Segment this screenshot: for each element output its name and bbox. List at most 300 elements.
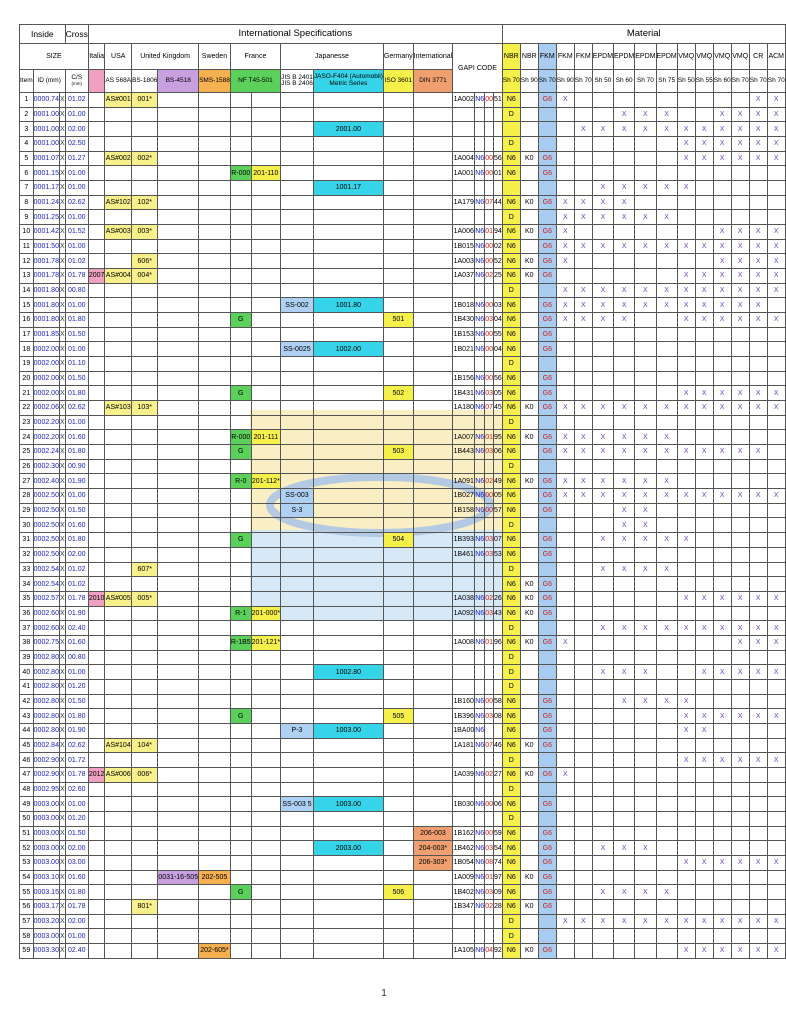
table-cell xyxy=(677,797,695,812)
table-cell xyxy=(749,797,767,812)
table-cell xyxy=(767,547,785,562)
table-cell xyxy=(105,826,132,841)
table-cell xyxy=(281,518,314,533)
table-cell: X xyxy=(767,635,785,650)
table-cell xyxy=(158,151,199,166)
table-cell xyxy=(383,151,413,166)
table-cell xyxy=(88,723,105,738)
table-cell xyxy=(695,195,713,210)
table-cell xyxy=(105,327,132,342)
table-cell xyxy=(132,943,158,958)
table-cell xyxy=(281,650,314,665)
table-cell xyxy=(494,415,503,430)
table-cell: X xyxy=(59,298,65,313)
table-cell xyxy=(556,738,574,753)
table-cell xyxy=(251,914,280,929)
table-row xyxy=(20,679,786,694)
table-cell xyxy=(614,811,635,826)
table-cell: G6 xyxy=(538,430,556,445)
table-cell xyxy=(494,723,503,738)
table-cell: N6 xyxy=(475,430,485,445)
table-cell xyxy=(281,195,314,210)
table-cell xyxy=(230,107,251,122)
table-cell xyxy=(413,313,453,328)
table-cell: N6 xyxy=(502,709,520,724)
table-cell xyxy=(520,929,538,944)
table-cell xyxy=(713,577,731,592)
table-cell: X xyxy=(731,621,749,636)
table-cell: G6 xyxy=(538,298,556,313)
table-cell xyxy=(731,650,749,665)
table-cell xyxy=(677,841,695,856)
table-row xyxy=(20,283,786,298)
table-cell xyxy=(656,841,677,856)
table-cell xyxy=(199,826,231,841)
table-cell xyxy=(635,826,656,841)
table-cell xyxy=(383,181,413,196)
table-cell xyxy=(230,811,251,826)
table-cell xyxy=(453,650,475,665)
table-cell xyxy=(413,885,453,900)
table-cell: 01.90 xyxy=(65,723,88,738)
table-cell xyxy=(677,93,695,108)
table-cell xyxy=(520,650,538,665)
table-cell: X xyxy=(656,239,677,254)
table-cell xyxy=(592,254,613,269)
table-cell: 201-000* xyxy=(251,606,280,621)
table-cell xyxy=(556,929,574,944)
table-cell xyxy=(199,342,231,357)
table-cell: X xyxy=(614,401,635,416)
table-cell: 0001.15 xyxy=(33,166,59,181)
table-cell: G6 xyxy=(538,166,556,181)
table-cell: N6 xyxy=(502,225,520,240)
table-cell xyxy=(132,137,158,152)
table-cell xyxy=(383,371,413,386)
table-cell xyxy=(556,547,574,562)
table-cell xyxy=(635,269,656,284)
table-cell xyxy=(677,225,695,240)
table-cell: 0002.60 xyxy=(33,621,59,636)
table-cell xyxy=(656,518,677,533)
table-cell xyxy=(158,137,199,152)
table-cell xyxy=(749,415,767,430)
table-cell xyxy=(313,914,383,929)
table-cell: 4 xyxy=(20,137,34,152)
table-cell xyxy=(281,269,314,284)
table-cell: 23 xyxy=(20,415,34,430)
table-cell: G6 xyxy=(538,943,556,958)
table-cell xyxy=(88,518,105,533)
header-material: Material xyxy=(502,25,785,44)
table-cell xyxy=(413,709,453,724)
table-cell: X xyxy=(574,298,592,313)
table-cell xyxy=(199,753,231,768)
table-cell xyxy=(520,562,538,577)
page-number: 1 xyxy=(381,988,387,999)
table-cell xyxy=(656,679,677,694)
table-cell: X xyxy=(574,401,592,416)
table-cell xyxy=(132,694,158,709)
table-cell xyxy=(199,181,231,196)
table-cell xyxy=(677,738,695,753)
table-cell xyxy=(105,621,132,636)
table-cell xyxy=(731,503,749,518)
table-row xyxy=(20,415,786,430)
table-cell xyxy=(485,283,494,298)
table-cell xyxy=(230,738,251,753)
table-cell: X xyxy=(614,914,635,929)
table-cell: N6 xyxy=(475,709,485,724)
table-cell: N6 xyxy=(502,855,520,870)
table-cell xyxy=(453,415,475,430)
table-cell xyxy=(158,841,199,856)
table-cell: N6 xyxy=(502,430,520,445)
table-cell: 0002.20 xyxy=(33,430,59,445)
table-cell: 01.50 xyxy=(65,826,88,841)
table-cell: 03 xyxy=(485,841,494,856)
table-cell xyxy=(556,723,574,738)
table-cell: X xyxy=(677,298,695,313)
table-cell: X xyxy=(59,929,65,944)
table-cell: N6 xyxy=(475,606,485,621)
table-cell xyxy=(158,767,199,782)
table-cell: 02.00 xyxy=(65,122,88,137)
table-cell xyxy=(520,503,538,518)
table-cell: 19 xyxy=(20,357,34,372)
table-cell xyxy=(383,753,413,768)
table-cell xyxy=(749,327,767,342)
table-cell xyxy=(281,899,314,914)
table-cell: 1 xyxy=(20,93,34,108)
table-cell xyxy=(199,269,231,284)
table-cell: 00 xyxy=(485,694,494,709)
table-cell xyxy=(383,782,413,797)
table-cell xyxy=(695,562,713,577)
table-cell: 27 xyxy=(494,767,503,782)
table-cell xyxy=(475,137,485,152)
table-cell: X xyxy=(592,239,613,254)
table-cell xyxy=(574,885,592,900)
table-cell: 00 xyxy=(485,797,494,812)
table-cell xyxy=(614,151,635,166)
table-cell: 00 xyxy=(485,254,494,269)
table-cell xyxy=(614,459,635,474)
table-cell xyxy=(251,665,280,680)
table-cell xyxy=(251,694,280,709)
table-cell: X xyxy=(656,298,677,313)
table-cell xyxy=(656,386,677,401)
table-cell: 505 xyxy=(383,709,413,724)
table-cell xyxy=(158,899,199,914)
table-cell: X xyxy=(59,357,65,372)
table-cell: X xyxy=(749,489,767,504)
table-cell xyxy=(520,621,538,636)
table-cell xyxy=(413,562,453,577)
table-cell: K0 xyxy=(520,591,538,606)
table-cell: 01.00 xyxy=(65,489,88,504)
table-cell: X xyxy=(767,254,785,269)
table-cell xyxy=(556,415,574,430)
table-cell xyxy=(413,929,453,944)
table-cell: X xyxy=(635,694,656,709)
table-cell: 43 xyxy=(20,709,34,724)
table-cell xyxy=(313,885,383,900)
table-cell: 97 xyxy=(494,870,503,885)
table-cell: 0001.78 xyxy=(33,254,59,269)
table-cell xyxy=(635,723,656,738)
table-cell xyxy=(132,870,158,885)
table-cell xyxy=(475,679,485,694)
table-cell xyxy=(453,914,475,929)
table-cell xyxy=(749,357,767,372)
table-cell: G6 xyxy=(538,709,556,724)
table-cell xyxy=(313,239,383,254)
table-cell xyxy=(713,562,731,577)
table-cell: X xyxy=(59,650,65,665)
table-cell xyxy=(383,723,413,738)
table-cell xyxy=(383,459,413,474)
table-cell xyxy=(88,137,105,152)
table-cell: X xyxy=(59,151,65,166)
table-cell: X xyxy=(677,723,695,738)
table-cell: G6 xyxy=(538,401,556,416)
table-cell: N6 xyxy=(475,723,485,738)
table-cell xyxy=(105,489,132,504)
table-cell: X xyxy=(677,489,695,504)
table-cell: 51 xyxy=(20,826,34,841)
table-cell xyxy=(656,547,677,562)
table-cell xyxy=(592,225,613,240)
table-cell xyxy=(538,107,556,122)
table-cell xyxy=(592,386,613,401)
table-cell xyxy=(105,298,132,313)
table-cell xyxy=(281,357,314,372)
table-cell: G xyxy=(230,445,251,460)
table-cell: X xyxy=(731,283,749,298)
table-cell: X xyxy=(592,283,613,298)
table-cell xyxy=(656,327,677,342)
table-cell xyxy=(313,93,383,108)
table-cell xyxy=(199,386,231,401)
table-cell xyxy=(158,181,199,196)
table-cell: N6 xyxy=(475,855,485,870)
table-cell: X xyxy=(614,210,635,225)
table-cell: G xyxy=(230,533,251,548)
header-mat-10: VMQ xyxy=(695,44,713,70)
table-cell xyxy=(230,782,251,797)
header-hard-14: Sh 70 xyxy=(767,70,785,93)
table-cell xyxy=(475,782,485,797)
table-cell xyxy=(695,210,713,225)
table-cell: X xyxy=(767,225,785,240)
table-cell xyxy=(592,679,613,694)
table-cell: X xyxy=(635,239,656,254)
table-cell xyxy=(281,313,314,328)
table-cell xyxy=(574,709,592,724)
table-cell: 1B153 xyxy=(453,327,475,342)
table-cell xyxy=(413,723,453,738)
table-cell xyxy=(251,151,280,166)
table-cell: 0001.00 xyxy=(33,137,59,152)
table-cell xyxy=(592,899,613,914)
table-cell: X xyxy=(749,855,767,870)
table-cell: AS#003 xyxy=(105,225,132,240)
table-cell: 0002.80 xyxy=(33,723,59,738)
table-cell xyxy=(199,327,231,342)
table-cell xyxy=(105,650,132,665)
table-cell: X xyxy=(556,445,574,460)
table-cell xyxy=(88,562,105,577)
table-cell xyxy=(592,782,613,797)
table-cell xyxy=(494,577,503,592)
table-cell xyxy=(105,709,132,724)
table-cell: 01.00 xyxy=(65,298,88,313)
table-cell xyxy=(767,797,785,812)
table-cell: D xyxy=(502,283,520,298)
table-cell xyxy=(132,650,158,665)
table-cell xyxy=(105,137,132,152)
table-cell: 2003.00 xyxy=(313,841,383,856)
table-cell xyxy=(88,943,105,958)
table-cell xyxy=(413,635,453,650)
table-cell xyxy=(538,811,556,826)
table-cell xyxy=(251,797,280,812)
table-cell: N6 xyxy=(475,474,485,489)
table-cell: X xyxy=(635,885,656,900)
table-cell xyxy=(313,166,383,181)
table-cell: X xyxy=(713,151,731,166)
table-cell xyxy=(281,239,314,254)
table-cell xyxy=(656,606,677,621)
table-cell xyxy=(520,313,538,328)
table-cell: X xyxy=(767,709,785,724)
table-cell: 00.80 xyxy=(65,650,88,665)
table-cell: X xyxy=(749,943,767,958)
table-cell: 49 xyxy=(494,474,503,489)
table-cell xyxy=(158,679,199,694)
table-cell: X xyxy=(59,885,65,900)
table-cell: R-0 xyxy=(230,474,251,489)
table-cell xyxy=(767,415,785,430)
table-cell xyxy=(132,415,158,430)
table-row xyxy=(20,298,786,313)
table-cell: 0001.00 xyxy=(33,122,59,137)
table-cell xyxy=(453,665,475,680)
table-cell xyxy=(383,577,413,592)
table-cell xyxy=(199,518,231,533)
table-cell: K0 xyxy=(520,269,538,284)
table-cell xyxy=(635,943,656,958)
table-cell xyxy=(158,665,199,680)
table-cell xyxy=(538,753,556,768)
table-cell xyxy=(281,122,314,137)
table-cell xyxy=(313,327,383,342)
table-cell xyxy=(313,283,383,298)
table-cell: X xyxy=(731,709,749,724)
table-cell: 41 xyxy=(20,679,34,694)
header-mat-11: VMQ xyxy=(713,44,731,70)
table-cell: X xyxy=(59,533,65,548)
table-cell xyxy=(383,826,413,841)
table-cell: X xyxy=(767,489,785,504)
table-cell xyxy=(199,459,231,474)
table-cell xyxy=(520,327,538,342)
table-cell: X xyxy=(592,430,613,445)
table-cell: 01.72 xyxy=(65,753,88,768)
table-cell xyxy=(592,929,613,944)
table-row xyxy=(20,709,786,724)
table-cell xyxy=(556,591,574,606)
table-cell xyxy=(88,401,105,416)
table-cell xyxy=(713,841,731,856)
table-cell: 47 xyxy=(20,767,34,782)
table-cell: 1B156 xyxy=(453,371,475,386)
table-cell xyxy=(731,811,749,826)
table-cell: 01.20 xyxy=(65,811,88,826)
table-cell xyxy=(251,401,280,416)
table-cell: 01.50 xyxy=(65,371,88,386)
table-cell xyxy=(199,811,231,826)
table-cell xyxy=(556,694,574,709)
table-cell: G6 xyxy=(538,474,556,489)
table-cell xyxy=(132,313,158,328)
table-cell xyxy=(592,151,613,166)
table-cell: G6 xyxy=(538,694,556,709)
table-cell xyxy=(520,459,538,474)
table-cell xyxy=(413,489,453,504)
table-cell xyxy=(677,342,695,357)
table-cell xyxy=(132,459,158,474)
table-cell xyxy=(635,767,656,782)
table-cell: X xyxy=(713,122,731,137)
table-cell xyxy=(538,518,556,533)
table-cell xyxy=(574,738,592,753)
table-cell xyxy=(383,914,413,929)
table-cell: X xyxy=(656,533,677,548)
table-cell: X xyxy=(767,239,785,254)
table-row xyxy=(20,782,786,797)
table-cell: 1B162 xyxy=(453,826,475,841)
table-cell xyxy=(158,650,199,665)
table-cell: 03 xyxy=(485,709,494,724)
table-cell: X xyxy=(635,841,656,856)
header-international: International xyxy=(413,44,453,70)
table-cell xyxy=(749,841,767,856)
table-cell xyxy=(453,210,475,225)
table-cell xyxy=(281,445,314,460)
table-cell: G6 xyxy=(538,371,556,386)
table-cell xyxy=(614,269,635,284)
table-cell xyxy=(767,811,785,826)
table-cell: D xyxy=(502,357,520,372)
table-cell xyxy=(520,298,538,313)
table-cell: N6 xyxy=(502,489,520,504)
table-cell: 39 xyxy=(20,650,34,665)
table-cell: 52 xyxy=(20,841,34,856)
table-cell: X xyxy=(59,797,65,812)
table-cell: X xyxy=(635,181,656,196)
table-cell xyxy=(230,562,251,577)
table-cell xyxy=(251,841,280,856)
table-cell: 03.00 xyxy=(65,855,88,870)
table-cell xyxy=(158,342,199,357)
table-cell: X xyxy=(59,899,65,914)
table-cell: 02.62 xyxy=(65,738,88,753)
table-cell: 22 xyxy=(20,401,34,416)
table-cell xyxy=(635,870,656,885)
table-cell xyxy=(485,811,494,826)
